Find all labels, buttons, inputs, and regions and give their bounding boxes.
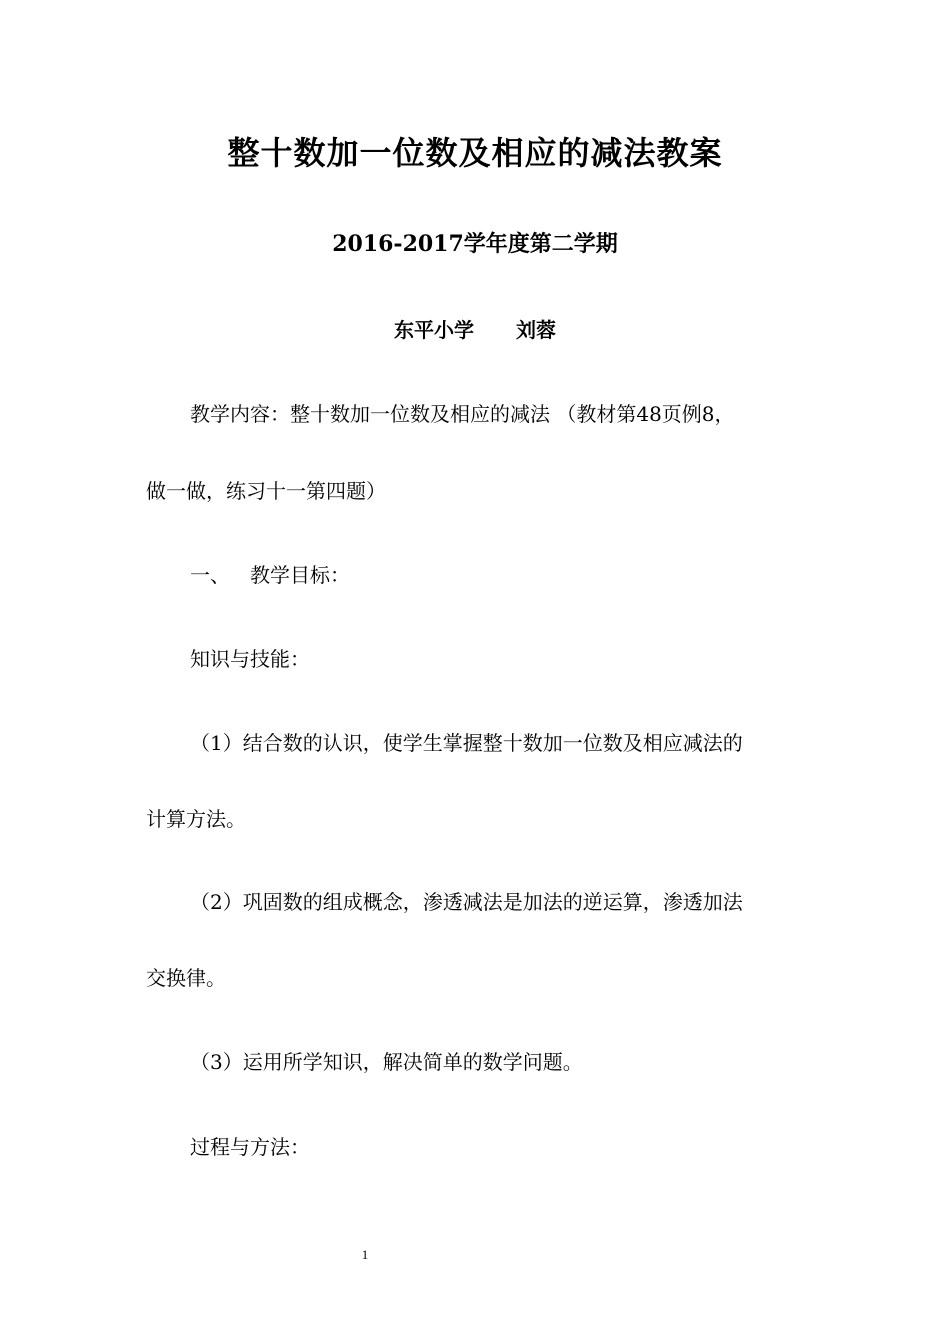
section-number: 一、 xyxy=(190,563,230,587)
goal-1-line2: 计算方法。 xyxy=(146,807,246,831)
author-line xyxy=(0,312,950,348)
process-methods-heading: 过程与方法： xyxy=(190,1135,310,1159)
school-name: 东平小学 xyxy=(394,318,474,342)
content-paragraph-line1: 教学内容：整十数加一位数及相应的减法 （教材第48页例8， xyxy=(190,402,735,426)
page-number: 1 xyxy=(361,1247,369,1262)
author-name: 刘蓉 xyxy=(516,318,556,342)
goal-3: （3）运用所学知识，解决简单的数学问题。 xyxy=(190,1050,583,1074)
section-heading-objectives xyxy=(190,557,850,593)
document-subtitle: 2016-2017学年度第二学期 xyxy=(332,231,618,257)
goal-1-line1: （1）结合数的认识，使学生掌握整十数加一位数及相应减法的 xyxy=(190,731,743,755)
goal-2-line2: 交换律。 xyxy=(146,966,226,990)
section-title: 教学目标： xyxy=(250,563,350,587)
knowledge-skills-heading: 知识与技能： xyxy=(190,647,310,671)
document-title: 整十数加一位数及相应的减法教案 xyxy=(227,134,723,172)
goal-2-line1: （2）巩固数的组成概念，渗透减法是加法的逆运算，渗透加法 xyxy=(190,890,743,914)
content-paragraph-line2: 做一做，练习十一第四题） xyxy=(146,479,386,503)
